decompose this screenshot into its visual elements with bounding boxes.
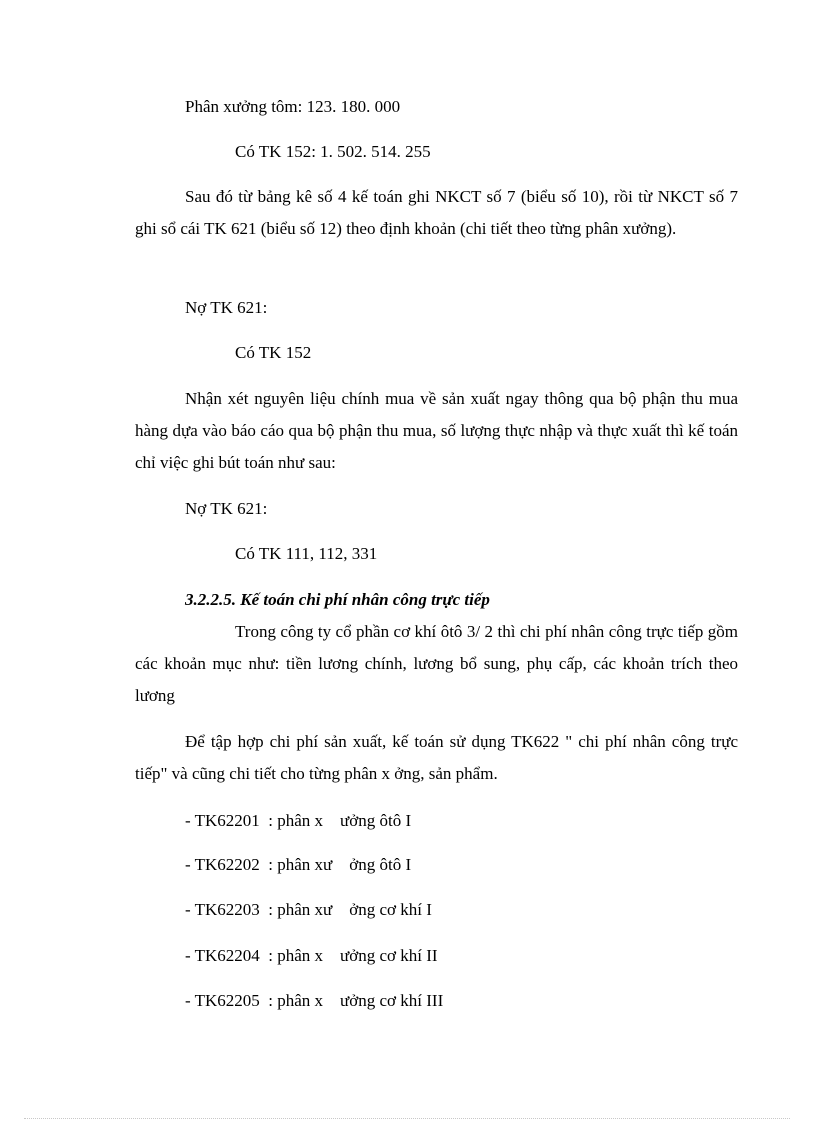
line-co-tk152-total: Có TK 152: 1. 502. 514. 255 bbox=[235, 142, 431, 161]
list-item: - TK62205 : phân x ưởng cơ khí III bbox=[185, 991, 444, 1010]
list-item: - TK62204 : phân x ưởng cơ khí II bbox=[185, 946, 438, 965]
paragraph-nhan-xet: Nhận xét nguyên liệu chính mua về sản xuất ngay thông qua bộ phận thu mua hàng dựa vào báo cáo qua bộ phận thu mua, số lượng thực nhập và thực xuất thì kế toán chỉ việc ghi bút toán như sau: bbox=[135, 389, 738, 472]
paragraph-sau-do: Sau đó từ bảng kê số 4 kế toán ghi NKCT số 7 (biểu số 10), rồi từ NKCT số 7 ghi sổ cái TK 621 (biểu số 12) theo định khoản (chi tiết theo từng phân xưởng). bbox=[135, 187, 738, 238]
page-bottom-rule bbox=[24, 1118, 790, 1119]
line-co-tk111: Có TK 111, 112, 331 bbox=[235, 544, 378, 563]
line-co-tk152: Có TK 152 bbox=[235, 343, 312, 362]
list-item: - TK62203 : phân xư ởng cơ khí I bbox=[185, 900, 432, 919]
line-phan-xuong-tom: Phân xưởng tôm: 123. 180. 000 bbox=[185, 97, 401, 116]
line-no-tk621-a: Nợ TK 621: bbox=[185, 298, 268, 317]
paragraph-de-tap-hop: Để tập hợp chi phí sản xuất, kế toán sử dụng TK622 " chi phí nhân công trực tiếp" và cũng chi tiết cho từng phân x ởng, sản phẩm. bbox=[135, 732, 738, 783]
list-item: - TK62201 : phân x ưởng ôtô I bbox=[185, 811, 412, 830]
section-heading-3225: 3.2.2.5. Kế toán chi phí nhân công trực tiếp bbox=[185, 590, 490, 609]
paragraph-trong-cong-ty: Trong công ty cổ phần cơ khí ôtô 3/ 2 thì chi phí nhân công trực tiếp gồm các khoản mục như: tiền lương chính, lương bổ sung, phụ cấp, các khoản trích theo lương bbox=[135, 622, 738, 705]
list-item: - TK62202 : phân xư ởng ôtô I bbox=[185, 855, 412, 874]
line-no-tk621-b: Nợ TK 621: bbox=[185, 499, 268, 518]
